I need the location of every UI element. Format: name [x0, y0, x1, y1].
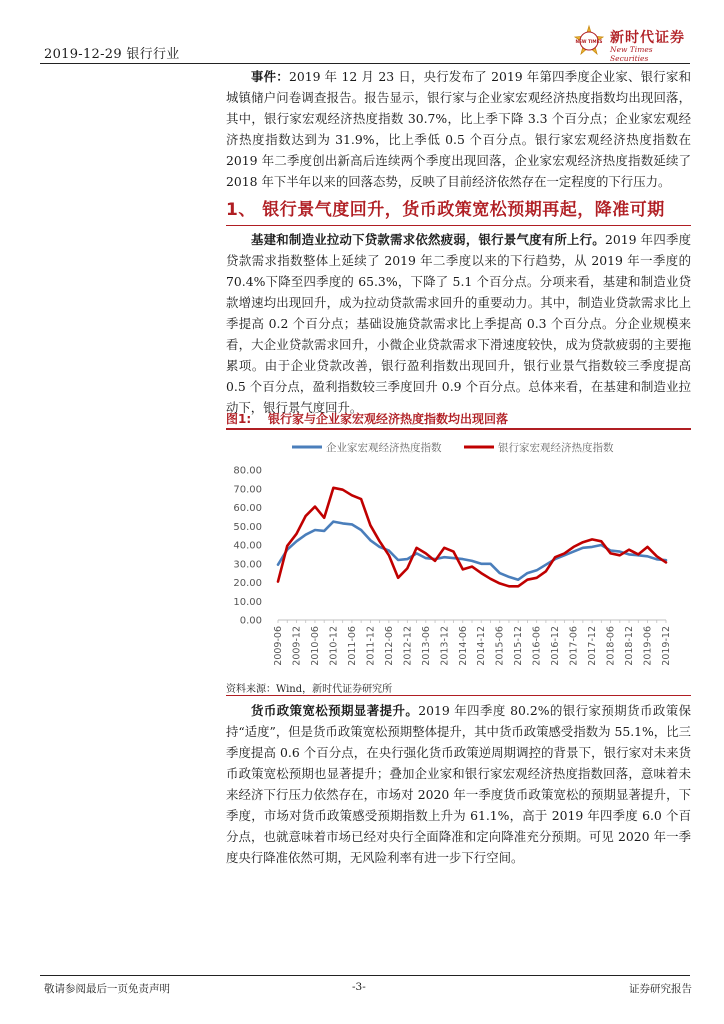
- chart-series: [278, 488, 666, 587]
- chart-legend: [292, 441, 614, 454]
- header-date: 2019-12-29 银行行业: [44, 47, 180, 62]
- company-logo: [572, 24, 692, 63]
- x-tick-label: 2013-12: [439, 626, 451, 666]
- figure-title: 银行家与企业家宏观经济热度指数均出现回落: [268, 412, 509, 426]
- monetary-policy-label: 货币政策宽松预期显著提升。: [251, 703, 419, 718]
- y-tick-label: 60.00: [233, 503, 262, 514]
- logo-company-name-en: New Times Securities: [610, 45, 653, 63]
- y-tick-label: 0.00: [239, 615, 262, 627]
- figure-divider: [226, 428, 691, 430]
- x-axis: [273, 620, 672, 666]
- monetary-policy-text: 2019 年四季度 80.2%的银行家预期货币政策保持“适度”，但是货币政策宽松预期整体提升，其中货币政策感受指数为 55.1%，比三季度提高 0.6 个百分点，在央行强化货币政策逆周期调控的背景下，银行家对未来货币政策宽松预期也显著提升；叠加企业家和银行家宏观经济热度指数回落，意味着未来经济下行压力依然存在，市场对 2020 年一季度货币政策宽松的预期显著提升，下季度，市场对货币政策感受预期指数上升为 61.1%，高于 2019 年四季度 6.0 个百分点，也就意味着市场已经对央行全面降准和定向降准充分预期。可见 2020 年一季度央行降准依然可期，无风险利率有进一步下行空间。: [226, 703, 692, 865]
- x-tick-label: 2012-06: [383, 626, 395, 666]
- footer-divider: [40, 975, 690, 976]
- logo-company-name: 新时代证券: [610, 30, 685, 46]
- x-tick-label: 2010-12: [328, 626, 340, 666]
- loan-demand-paragraph: [226, 229, 691, 418]
- y-tick-label: 40.00: [233, 540, 262, 552]
- x-tick-label: 2009-06: [273, 626, 284, 666]
- section-divider: [226, 225, 691, 226]
- y-axis: [233, 466, 262, 627]
- x-tick-label: 2016-06: [531, 626, 543, 666]
- figure-source: 资料来源：Wind，新时代证券研究所: [226, 684, 393, 695]
- logo-mark-text: NEW TIMES: [575, 39, 603, 44]
- event-label: 事件：: [251, 69, 289, 84]
- y-tick-label: 30.00: [233, 559, 262, 571]
- y-tick-label: 70.00: [233, 484, 262, 496]
- x-tick-label: 2019-12: [661, 626, 672, 666]
- x-tick-label: 2016-12: [550, 626, 562, 666]
- event-paragraph: [226, 66, 691, 192]
- x-tick-label: 2012-12: [402, 626, 414, 666]
- legend-label: 企业家宏观经济热度指数: [326, 442, 442, 454]
- y-tick-label: 80.00: [233, 465, 262, 477]
- footer-report-type: 证券研究报告: [629, 983, 692, 995]
- x-tick-label: 2019-06: [642, 626, 654, 666]
- source-divider: [226, 695, 691, 696]
- loan-demand-label: 基建和制造业拉动下贷款需求依然疲弱，银行景气度有所上行。: [251, 232, 605, 247]
- x-tick-label: 2011-06: [346, 626, 358, 666]
- footer-disclaimer: 敬请参阅最后一页免责声明: [44, 983, 170, 995]
- figure-label: 图1:: [226, 412, 252, 426]
- x-tick-label: 2009-12: [291, 626, 303, 666]
- x-tick-label: 2017-06: [568, 626, 580, 666]
- x-tick-label: 2015-06: [494, 626, 506, 666]
- x-tick-label: 2017-12: [587, 626, 599, 666]
- x-tick-label: 2018-06: [605, 626, 617, 666]
- legend-label: 银行家宏观经济热度指数: [498, 442, 614, 454]
- series-line: [278, 488, 666, 587]
- loan-demand-text: 2019 年四季度贷款需求指数整体上延续了 2019 年二季度以来的下行趋势，从 2019 年一季度的 70.4%下降至四季度的 65.3%，下降了 5.1 个百分点。分项来看，基建和制造业贷款增速均出现回升，成为拉动贷款需求回升的重要动力。其中，制造业贷款需求比上季提高 0.2 个百分点；基础设施贷款需求比上季提高 0.3 个百分点。分企业规模来看，大企业贷款需求回升，小微企业贷款需求下滑速度较快，成为贷款疲弱的主要拖累项。由于企业贷款改善，银行盈利指数出现回升，银行业景气指数较三季度提高 0.5 个百分点，盈利指数较三季度回升 0.9 个百分点。总体来看，在基建和制造业拉动下，银行景气度回升。: [226, 232, 691, 415]
- y-tick-label: 10.00: [233, 596, 262, 608]
- event-text: 2019 年 12 月 23 日，央行发布了 2019 年第四季度企业家、银行家和城镇储户问卷调查报告。报告显示，银行家与企业家宏观经济热度指数均出现回落，其中，银行家宏观经济热度指数 30.7%，比上季下降 3.3 个百分点；企业家宏观经济热度指数达到为 31.9%，比上季低 0.5 个百分点。银行家宏观经济热度指数在 2019 年二季度创出新高后连续两个季度出现回落，企业家宏观经济热度指数延续了 2018 年下半年以来的回落态势，反映了目前经济依然存在一定程度的下行压力。: [226, 69, 691, 189]
- x-tick-label: 2010-06: [309, 626, 321, 666]
- line-chart: [226, 432, 691, 678]
- x-tick-label: 2015-12: [513, 626, 525, 666]
- x-tick-label: 2014-12: [476, 626, 488, 666]
- header-divider: [40, 63, 690, 64]
- y-tick-label: 50.00: [233, 521, 262, 533]
- logo-mark-icon: [572, 24, 606, 58]
- x-tick-label: 2014-06: [457, 626, 469, 666]
- y-tick-label: 20.00: [233, 578, 262, 589]
- section-title: 1、 银行景气度回升，货币政策宽松预期再起，降准可期: [226, 200, 665, 220]
- x-tick-label: 2011-12: [365, 626, 377, 666]
- x-tick-label: 2013-06: [420, 626, 432, 666]
- x-tick-label: 2018-12: [624, 626, 636, 666]
- page-number: -3-: [352, 981, 366, 993]
- monetary-policy-paragraph: [226, 700, 691, 868]
